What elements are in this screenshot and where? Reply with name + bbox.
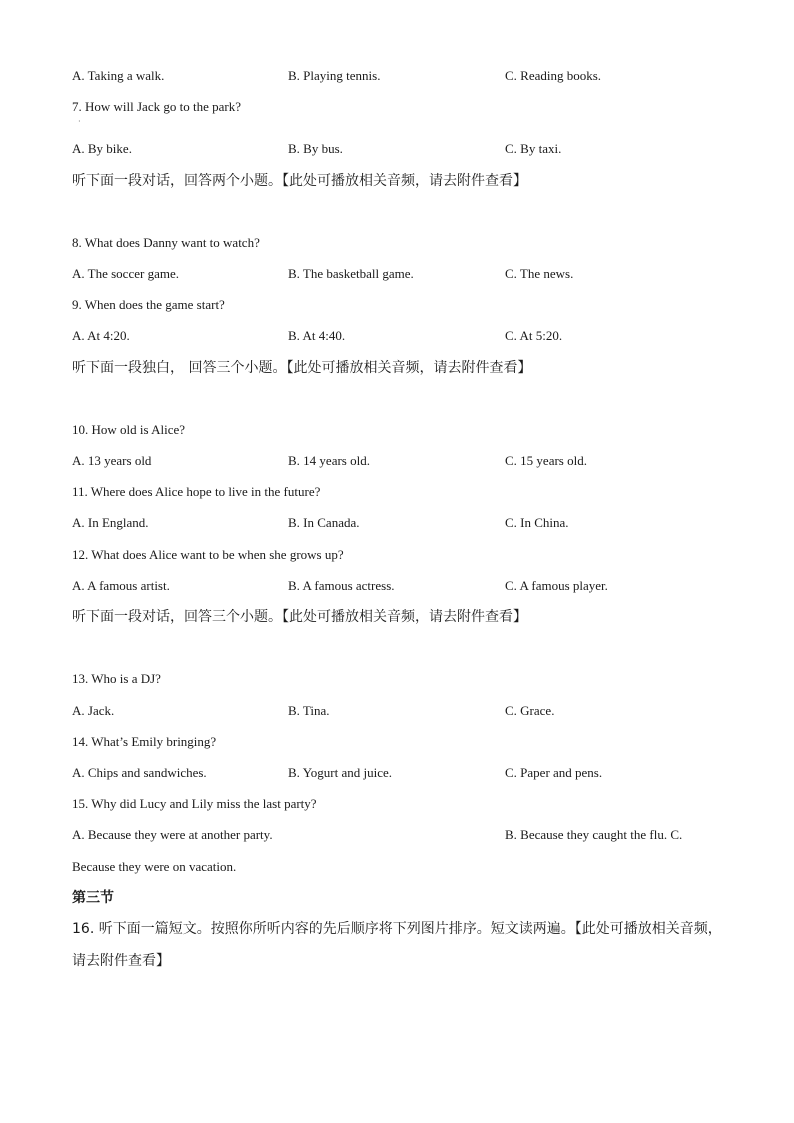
q6-options	[72, 68, 732, 84]
q12-options	[72, 578, 732, 594]
q7-option-a: A. By bike.	[72, 141, 132, 156]
q12-option-b: B. A famous actress.	[288, 578, 395, 593]
stray-mark: ·	[78, 117, 81, 126]
q6-option-c: C. Reading books.	[505, 68, 602, 83]
q11-option-a: A. In England.	[72, 515, 149, 530]
q6-option-b: B. Playing tennis.	[288, 68, 381, 83]
q13-option-b: B. Tina.	[288, 703, 330, 718]
q8-question: 8. What does Danny want to watch?	[72, 235, 260, 250]
q9-options	[72, 328, 732, 344]
q16-instruction-line1: 16. 听下面一篇短文。按照你所听内容的先后顺序将下列图片排序。短文读两遍。【此处可播放相关音频，	[72, 921, 722, 937]
q14-option-a: A. Chips and sandwiches.	[72, 765, 207, 780]
q8-options	[72, 266, 732, 282]
section-instruction-monologue-three: 听下面一段独白， 回答三个小题。【此处可播放相关音频，请去附件查看】	[72, 360, 532, 376]
q7-option-c: C. By taxi.	[505, 141, 562, 156]
q9-option-c: C. At 5:20.	[505, 328, 563, 343]
q10-question: 10. How old is Alice?	[72, 422, 186, 437]
q7-option-b: B. By bus.	[288, 141, 343, 156]
q14-option-b: B. Yogurt and juice.	[288, 765, 392, 780]
part-three-heading: 第三节	[72, 890, 114, 906]
q6-option-a: A. Taking a walk.	[72, 68, 165, 83]
q10-options	[72, 453, 732, 469]
q13-option-a: A. Jack.	[72, 703, 115, 718]
q11-option-b: B. In Canada.	[288, 515, 360, 530]
q14-options	[72, 765, 732, 781]
q14-question: 14. What’s Emily bringing?	[72, 734, 217, 749]
q9-option-a: A. At 4:20.	[72, 328, 130, 343]
section-instruction-dialogue-two: 听下面一段对话，回答两个小题。【此处可播放相关音频，请去附件查看】	[72, 173, 527, 189]
q11-options	[72, 515, 732, 531]
q8-option-a: A. The soccer game.	[72, 266, 179, 281]
q11-option-c: C. In China.	[505, 515, 569, 530]
q10-option-a: A. 13 years old	[72, 453, 152, 468]
q13-option-c: C. Grace.	[505, 703, 555, 718]
q9-question: 9. When does the game start?	[72, 297, 225, 312]
q8-option-b: B. The basketball game.	[288, 266, 414, 281]
q9-option-b: B. At 4:40.	[288, 328, 346, 343]
q11-question: 11. Where does Alice hope to live in the future?	[72, 484, 321, 499]
q15-options	[72, 827, 732, 843]
q15-question: 15. Why did Lucy and Lily miss the last party?	[72, 796, 317, 811]
q15-option-b: B. Because they caught the flu. C.	[505, 827, 683, 842]
q7-options	[72, 141, 732, 157]
q14-option-c: C. Paper and pens.	[505, 765, 603, 780]
q12-option-c: C. A famous player.	[505, 578, 608, 593]
q10-option-b: B. 14 years old.	[288, 453, 370, 468]
q13-options	[72, 703, 732, 719]
q15-option-a: A. Because they were at another party.	[72, 827, 273, 842]
q12-question: 12. What does Alice want to be when she grows up?	[72, 547, 344, 562]
q10-option-c: C. 15 years old.	[505, 453, 587, 468]
q12-option-a: A. A famous artist.	[72, 578, 170, 593]
section-instruction-dialogue-three: 听下面一段对话，回答三个小题。【此处可播放相关音频，请去附件查看】	[72, 609, 527, 625]
q8-option-c: C. The news.	[505, 266, 574, 281]
q16-instruction-line2: 请去附件查看】	[72, 953, 170, 969]
q15-option-c: Because they were on vacation.	[72, 859, 237, 874]
q7-question: 7. How will Jack go to the park?	[72, 99, 241, 114]
q13-question: 13. Who is a DJ?	[72, 671, 161, 686]
